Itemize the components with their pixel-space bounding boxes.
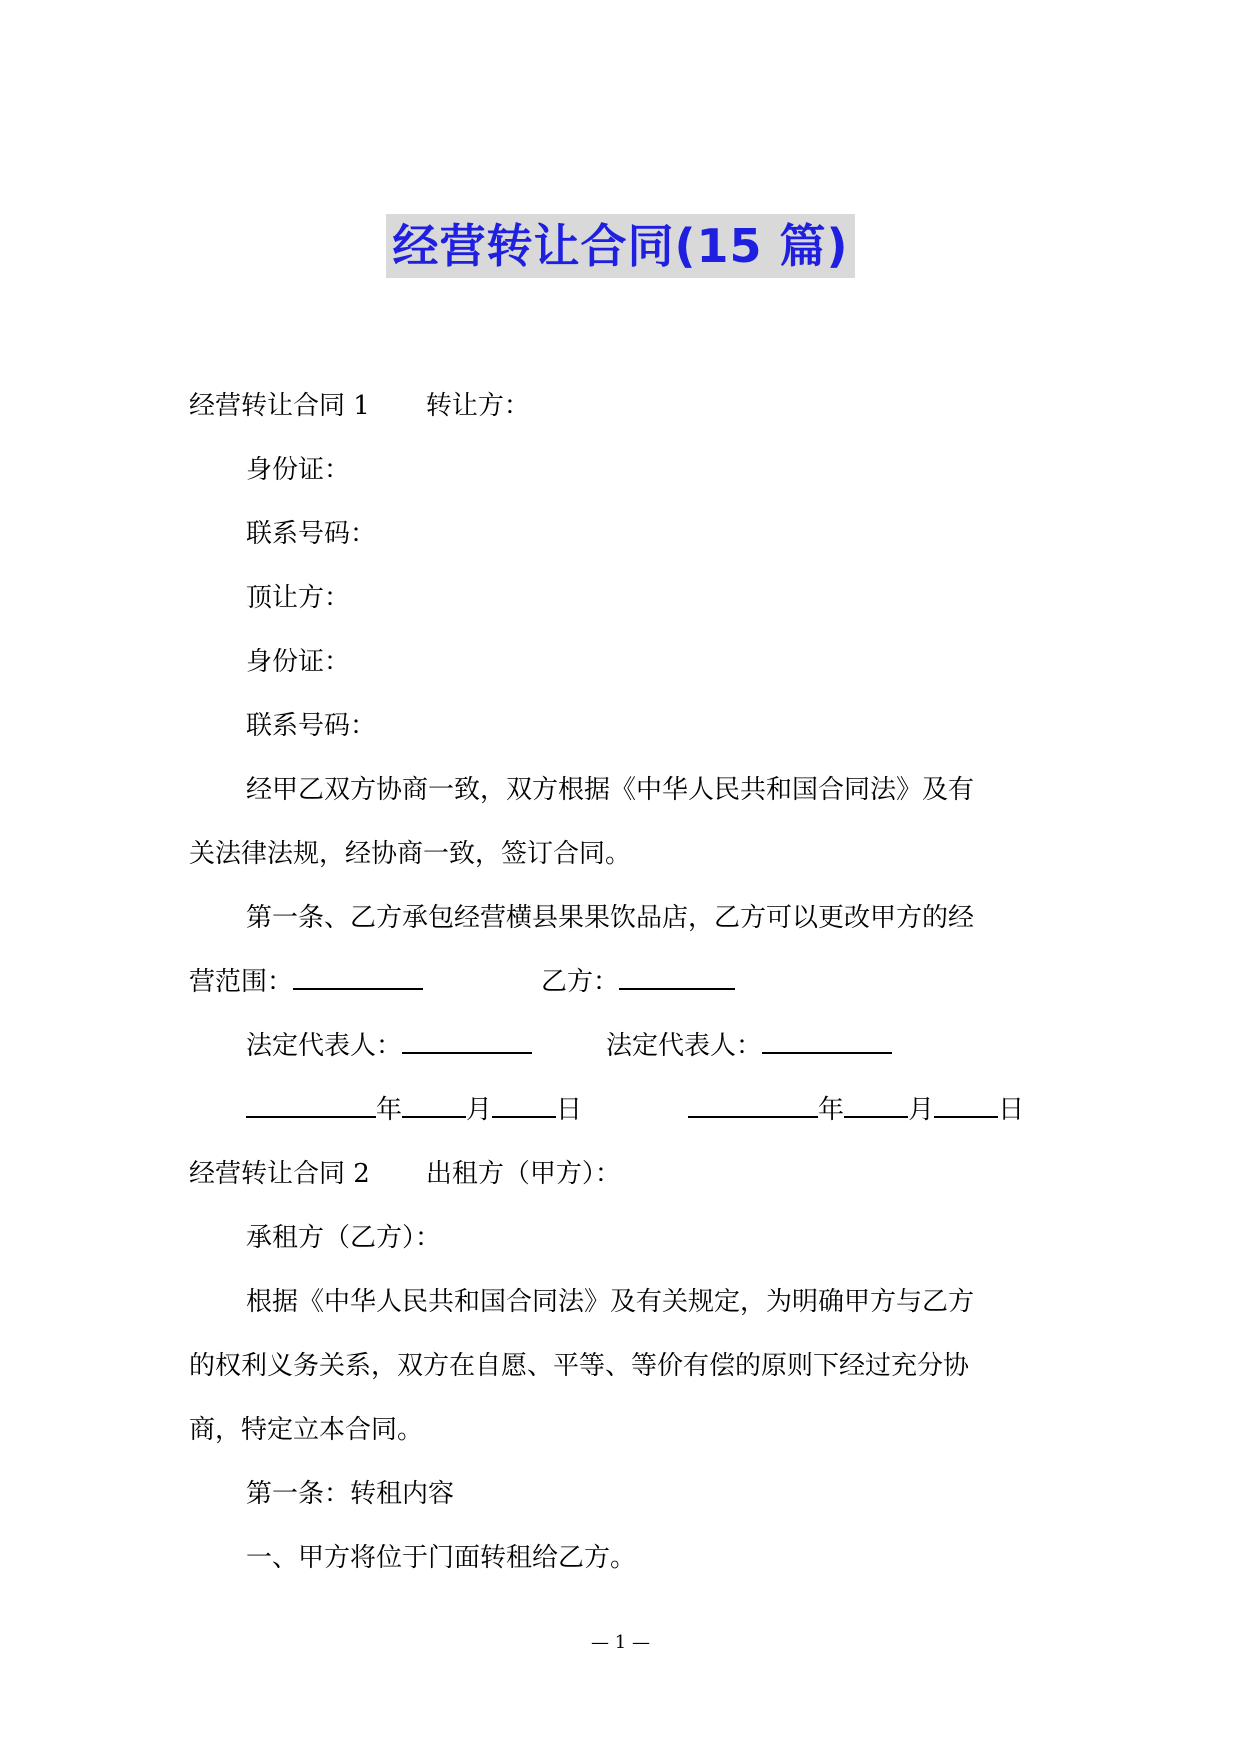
legal-rep-label-a: 法定代表人： (246, 1031, 403, 1061)
contract2-article1-heading: 第一条：转租内容 (246, 1479, 455, 1509)
id-label-2: 身份证： (246, 647, 351, 677)
lessor-label: 出租方（甲方）： (425, 1159, 621, 1189)
signing-date-line (246, 1092, 1024, 1128)
year-label-a: 年 (376, 1095, 403, 1125)
month-blank-a (402, 1092, 466, 1118)
month-blank-b (844, 1092, 908, 1118)
document-title: 经营转让合同(15 篇) (386, 214, 854, 278)
transferee-label: 顶让方： (246, 583, 351, 613)
phone-label-2: 联系号码： (246, 711, 377, 741)
day-blank-a (492, 1092, 556, 1118)
month-label-b: 月 (908, 1095, 935, 1125)
business-scope-blank (293, 964, 423, 990)
year-blank-a (246, 1092, 376, 1118)
legal-rep-label-b: 法定代表人： (606, 1031, 763, 1061)
day-label-b: 日 (998, 1095, 1025, 1125)
page-number: — 1 — (591, 1632, 650, 1653)
contract2-heading-line (189, 1156, 621, 1192)
legal-rep-blank-a (402, 1028, 532, 1054)
contract2-paragraph1-line3: 商，特定立本合同。 (189, 1415, 424, 1445)
contract2-item1: 一、甲方将位于门面转租给乙方。 (246, 1543, 637, 1573)
day-blank-b (934, 1092, 998, 1118)
party-b-label: 乙方： (541, 967, 620, 997)
contract1-article1-line2 (189, 964, 735, 1000)
contract2-paragraph1-line1: 根据《中华人民共和国合同法》及有关规定，为明确甲方与乙方 (246, 1287, 975, 1317)
day-label-a: 日 (556, 1095, 583, 1125)
contract2-heading: 经营转让合同 2 (189, 1159, 370, 1189)
transferor-label: 转让方： (425, 391, 530, 421)
title-container (0, 214, 1241, 278)
contract1-heading-line (189, 388, 530, 424)
lessee-label: 承租方（乙方）： (246, 1223, 442, 1253)
phone-label-1: 联系号码： (246, 519, 377, 549)
contract1-heading: 经营转让合同 1 (189, 391, 370, 421)
month-label-a: 月 (466, 1095, 493, 1125)
id-label-1: 身份证： (246, 455, 351, 485)
legal-representative-line (246, 1028, 892, 1064)
contract2-paragraph1-line2: 的权利义务关系，双方在自愿、平等、等价有偿的原则下经过充分协 (189, 1351, 970, 1381)
contract1-paragraph1-line1: 经甲乙双方协商一致，双方根据《中华人民共和国合同法》及有 (246, 775, 975, 805)
party-b-blank (619, 964, 735, 990)
business-scope-label: 营范围： (189, 967, 294, 997)
year-blank-b (688, 1092, 818, 1118)
legal-rep-blank-b (762, 1028, 892, 1054)
year-label-b: 年 (818, 1095, 845, 1125)
contract1-article1-line1: 第一条、乙方承包经营横县果果饮品店，乙方可以更改甲方的经 (246, 903, 975, 933)
contract1-paragraph1-line2: 关法律法规，经协商一致，签订合同。 (189, 839, 632, 869)
